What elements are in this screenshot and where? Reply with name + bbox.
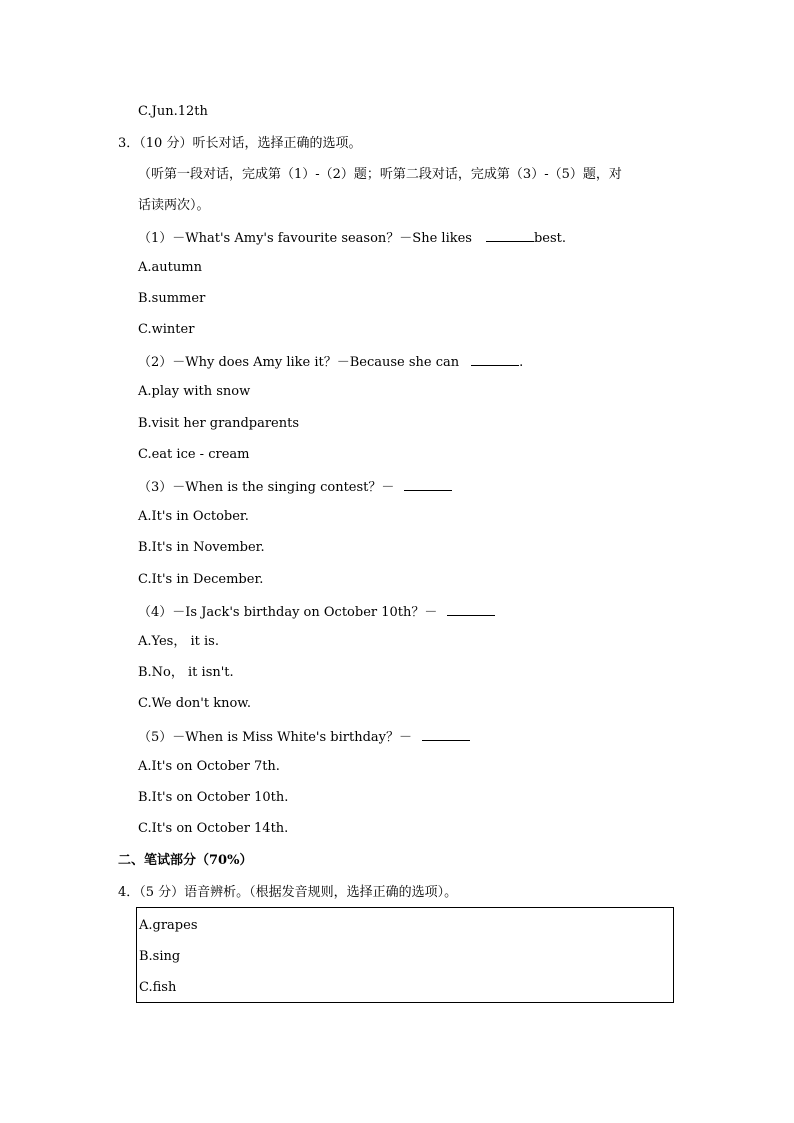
- q3-sub2-question-end: .: [519, 355, 524, 370]
- q4-option-b: B.sing: [139, 949, 181, 964]
- q3-sub5-option-a: A.It's on October 7th.: [138, 759, 280, 774]
- q3-sub4-option-b: B.No， it isn't.: [138, 665, 234, 680]
- q3-sub1-option-c: C.winter: [138, 322, 195, 337]
- q2-option-c: C.Jun.12th: [138, 104, 208, 119]
- q3-sub3-option-a: A.It's in October.: [138, 509, 249, 524]
- q3-sub4-question-text: （4）－Is Jack's birthday on October 10th？－: [138, 605, 438, 620]
- q3-sub2-question: [138, 353, 523, 371]
- q3-sub5-option-c: C.It's on October 14th.: [138, 821, 289, 836]
- q3-instruction-line2: 话读两次）。: [138, 198, 210, 213]
- answer-blank: [447, 603, 495, 616]
- q3-sub5-question: [138, 728, 470, 746]
- q3-sub4-option-a: A.Yes， it is.: [138, 634, 219, 649]
- answer-blank: [422, 728, 470, 741]
- q3-sub5-option-b: B.It's on October 10th.: [138, 790, 289, 805]
- q3-sub1-question-text: （1）－What's Amy's favourite season？－She likes: [138, 231, 472, 246]
- q4-header: 4．（5 分）语音辨析。（根据发音规则，选择正确的选项）。: [118, 885, 458, 900]
- q4-option-a: A.grapes: [139, 918, 198, 933]
- q3-header: 3．（10 分）听长对话，选择正确的选项。: [118, 136, 362, 151]
- q3-sub2-question-text: （2）－Why does Amy like it？－Because she can: [138, 355, 460, 370]
- answer-blank: [471, 353, 519, 366]
- q3-sub1-option-b: B.summer: [138, 291, 206, 306]
- q3-sub1-option-a: A.autumn: [138, 260, 202, 275]
- q3-sub1-question-end: best.: [533, 231, 567, 246]
- section-heading-written: 二、笔试部分（70%）: [118, 853, 253, 868]
- q3-sub2-option-b: B.visit her grandparents: [138, 416, 300, 431]
- answer-blank: [404, 478, 452, 491]
- q3-sub3-option-b: B.It's in November.: [138, 540, 265, 555]
- q3-sub3-option-c: C.It's in December.: [138, 572, 264, 587]
- q3-sub4-question: [138, 603, 495, 621]
- q4-option-box: [136, 907, 674, 1003]
- q3-instruction-line1: （听第一段对话，完成第（1）-（2）题；听第二段对话，完成第（3）-（5）题，对: [138, 167, 622, 182]
- q3-sub1-question: [138, 229, 566, 247]
- q3-sub2-option-c: C.eat ice - cream: [138, 447, 250, 462]
- q3-sub2-option-a: A.play with snow: [138, 384, 251, 399]
- q4-option-c: C.fish: [139, 980, 177, 995]
- q3-sub5-question-text: （5）－When is Miss White's birthday？－: [138, 730, 413, 745]
- q3-sub3-question-text: （3）－When is the singing contest？－: [138, 480, 395, 495]
- q3-sub4-option-c: C.We don't know.: [138, 696, 251, 711]
- q3-sub3-question: [138, 478, 452, 496]
- answer-blank: [486, 229, 534, 242]
